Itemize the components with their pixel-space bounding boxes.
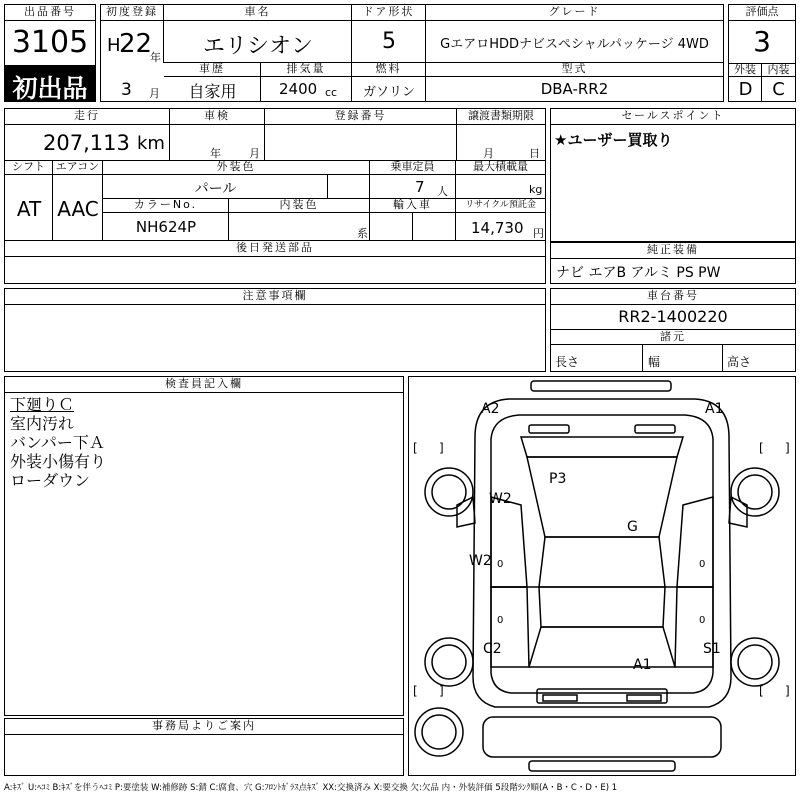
chassis-label: 車台番号 xyxy=(551,289,795,305)
later-parts-value xyxy=(5,257,545,283)
inspector-label: 検査員記入欄 xyxy=(5,377,403,393)
notes-label: 注意事項欄 xyxy=(5,289,545,305)
inspector-box xyxy=(4,376,404,716)
reg-no-label: 登録番号 xyxy=(265,109,457,125)
grade: GエアロHDDナビスペシャルパッケージ 4WD xyxy=(440,37,709,52)
reg-no-value xyxy=(265,125,457,161)
damage-mark-c2: C2 xyxy=(483,641,502,657)
office-box xyxy=(4,718,404,776)
height-label: 高さ xyxy=(727,355,752,369)
import-label: 輸入車 xyxy=(370,199,456,213)
inspector-note: バンパー下Ａ xyxy=(10,433,105,452)
damage-mark-p3: P3 xyxy=(549,471,567,487)
inspection-year-unit: 年 xyxy=(210,147,221,160)
doors-label: ドア形状 xyxy=(352,5,426,21)
model: DBA-RR2 xyxy=(540,80,609,98)
first-listing-text: 初出品 xyxy=(12,74,88,103)
chassis-number: RR2-1400220 xyxy=(618,307,728,326)
sales-point-box xyxy=(550,108,796,242)
sales-point-text: ★ユーザー買取り xyxy=(554,131,673,149)
fuel-label: 燃料 xyxy=(352,63,426,77)
fuel: ガソリン xyxy=(362,85,415,100)
history-label: 車歴 xyxy=(164,63,261,77)
car-diagram xyxy=(408,376,796,776)
transfer-day-unit: 日 xyxy=(529,147,540,160)
damage-mark-s1: S1 xyxy=(703,641,721,657)
inspection-month-unit: 月 xyxy=(249,147,260,160)
svg-text:0: 0 xyxy=(497,615,504,626)
mileage-unit: km xyxy=(137,133,165,154)
svg-text:]: ] xyxy=(439,684,444,698)
history: 自家用 xyxy=(188,82,237,101)
shift-label: シフト xyxy=(5,161,53,175)
vehicle-info-box xyxy=(100,4,724,102)
length-label: 長さ xyxy=(555,355,580,369)
recycle-label: リサイクル預託金 xyxy=(456,199,545,213)
transfer-month-unit: 月 xyxy=(483,147,494,160)
doors: 5 xyxy=(382,29,396,54)
color-no-label: カラーNo. xyxy=(103,199,229,213)
capacity-label: 乗車定員 xyxy=(370,161,456,175)
inspection-label: 車検 xyxy=(170,109,265,125)
first-reg-label: 初度登録 xyxy=(101,5,164,21)
damage-mark-a1-front: A1 xyxy=(705,401,724,417)
svg-text:[: [ xyxy=(413,684,418,698)
width-label: 幅 xyxy=(648,355,661,369)
first-reg-year: 22 xyxy=(119,29,153,59)
inspector-note: ローダウン xyxy=(10,471,91,490)
car-name-label: 車名 xyxy=(164,5,352,21)
displacement-unit: cc xyxy=(325,86,338,99)
interior-label: 内装 xyxy=(762,63,795,77)
mileage: 207,113 xyxy=(43,131,130,155)
legend: A:ｷｽﾞ U:ﾍｺﾐ B:ｷｽﾞを伴うﾍｺﾐ P:要塗装 W:補修跡 S:錆 C:腐食、穴 G:ﾌﾛﾝﾄｶﾞﾗｽ点ｷｽﾞ XX:交換済み X:要交換 欠:欠品 内・外装評価 5段階ﾗﾝｸ順(A・B・C・D・E) 1 xyxy=(4,783,618,793)
color-label: 外装色 xyxy=(103,161,370,175)
exterior-grade: D xyxy=(738,79,753,100)
damage-mark-w2-front: W2 xyxy=(489,491,512,507)
office-label: 事務局よりご案内 xyxy=(5,719,403,735)
svg-text:]: ] xyxy=(439,441,444,455)
max-load-unit: kg xyxy=(529,183,543,196)
grade-label: グレード xyxy=(426,5,723,21)
capacity: 7 xyxy=(415,178,425,196)
svg-text:]: ] xyxy=(785,441,790,455)
score: 3 xyxy=(753,25,771,58)
svg-text:[: [ xyxy=(759,684,764,698)
exterior-label: 外装 xyxy=(729,63,762,77)
transfer-label: 譲渡書類期限 xyxy=(457,109,545,125)
recycle-fee: 14,730 xyxy=(471,219,524,237)
displacement: 2400 xyxy=(279,80,318,98)
svg-text:[: [ xyxy=(413,441,418,455)
dims-label: 諸元 xyxy=(551,329,795,345)
first-reg-month: 3 xyxy=(121,80,132,100)
lot-number: 3105 xyxy=(11,25,89,60)
first-listing-badge xyxy=(4,66,96,102)
equipment-box xyxy=(550,242,796,284)
ac: AAC xyxy=(57,197,99,221)
era: H xyxy=(107,35,121,56)
lot-number-box xyxy=(4,4,96,66)
inspector-note: 室内汚れ xyxy=(10,414,75,433)
svg-text:0: 0 xyxy=(497,559,504,570)
displacement-label: 排気量 xyxy=(261,63,352,77)
car-name: エリシオン xyxy=(202,34,313,59)
chassis-box xyxy=(550,288,796,372)
damage-mark-g: G xyxy=(627,519,638,535)
capacity-unit: 人 xyxy=(437,185,448,198)
car-outline xyxy=(409,377,795,775)
color-no: NH624P xyxy=(135,218,197,236)
mileage-label: 走行 xyxy=(5,109,170,125)
shift: AT xyxy=(16,197,42,221)
lot-number-label: 出品番号 xyxy=(5,5,95,21)
score-box xyxy=(728,4,796,102)
model-label: 型式 xyxy=(426,63,723,77)
interior-grade: C xyxy=(772,79,785,100)
svg-text:]: ] xyxy=(785,684,790,698)
later-parts-label: 後日発送部品 xyxy=(5,241,545,257)
sales-point-label: セールスポイント xyxy=(551,109,795,125)
int-color-label: 内装色 xyxy=(229,199,370,213)
int-color-unit: 系 xyxy=(357,227,368,240)
ac-label: エアコン xyxy=(53,161,103,175)
inspector-note: 外装小傷有り xyxy=(10,452,107,471)
year-unit: 年 xyxy=(150,51,161,64)
details-box xyxy=(4,108,546,284)
month-unit: 月 xyxy=(149,87,160,100)
inspector-note: 下廻りＣ xyxy=(10,395,75,414)
max-load-label: 最大積載量 xyxy=(456,161,545,175)
svg-text:0: 0 xyxy=(699,559,706,570)
damage-mark-w2-rear: W2 xyxy=(469,553,492,569)
recycle-unit: 円 xyxy=(533,227,544,240)
equipment-items: ナビ エアB アルミ PS PW xyxy=(556,265,721,281)
notes-box xyxy=(4,288,546,372)
damage-mark-a1-rear: A1 xyxy=(633,657,652,673)
svg-text:0: 0 xyxy=(699,615,706,626)
color: パール xyxy=(194,181,237,197)
damage-mark-a2: A2 xyxy=(481,401,500,417)
equipment-label: 純正装備 xyxy=(551,243,795,259)
score-label: 評価点 xyxy=(729,5,795,21)
svg-text:[: [ xyxy=(759,441,764,455)
